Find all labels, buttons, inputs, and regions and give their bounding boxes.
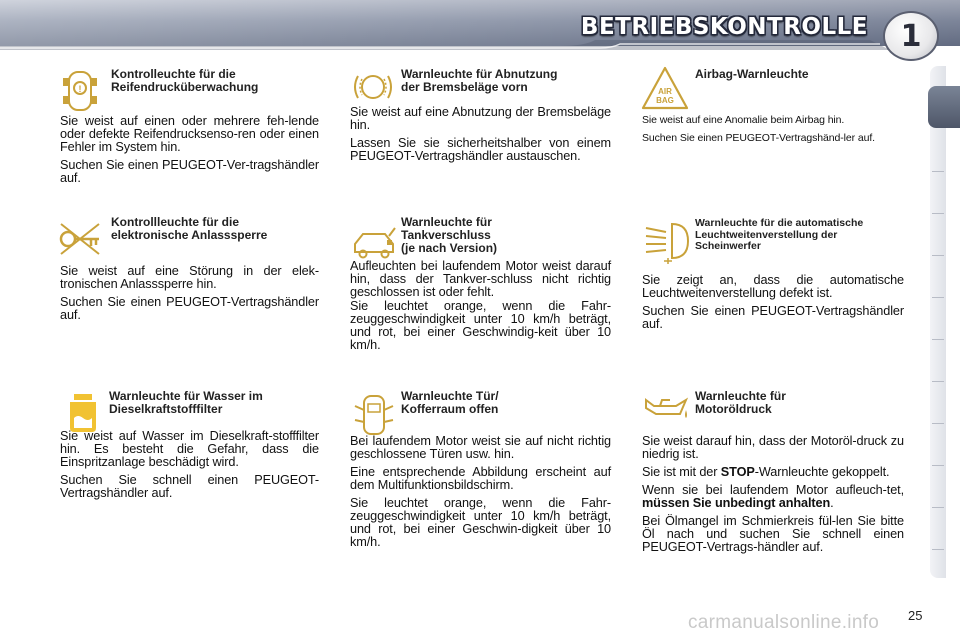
title-line: elektronische Anlasssperre (111, 228, 268, 242)
section-body (60, 430, 319, 505)
title-line: Warnleuchte für (695, 389, 786, 403)
headlamp-levelling-icon (642, 216, 692, 266)
chapter-title: BETRIEBSKONTROLLE (580, 14, 868, 40)
rail-divider (932, 297, 944, 298)
rail-divider (932, 339, 944, 340)
door-open-icon (349, 390, 399, 440)
paragraph: Sie weist auf eine Störung in der elek-tronischen Anlasssperre hin. (60, 264, 319, 291)
paragraph: Sie weist auf eine Abnutzung der Bremsbeläge hin. (350, 105, 611, 132)
section-title (695, 218, 910, 253)
title-line: Motoröldruck (695, 402, 772, 416)
section-title (695, 390, 895, 416)
section-title (401, 68, 621, 94)
title-line: Leuchtweitenverstellung der (695, 228, 838, 241)
title-line: Kofferraum offen (401, 402, 499, 416)
rail-divider (932, 381, 944, 382)
paragraph: Suchen Sie einen PEUGEOT-Vertragshändler auf. (60, 295, 319, 322)
title-line: Warnleuchte für die automatische (695, 217, 864, 229)
paragraph: Sie weist auf Wasser im Dieselkraft-stofffilter hin. Es besteht die Gefahr, dass die Einspritzanlage beschädigt wird. (60, 429, 319, 469)
paragraph: Suchen Sie schnell einen PEUGEOT-Vertragshändler auf. (60, 473, 319, 500)
section-body (350, 106, 611, 168)
title-line: Warnleuchte für Wasser im (109, 389, 263, 403)
section-body (350, 260, 611, 357)
page-number: 25 (908, 608, 923, 623)
section-body (350, 435, 611, 554)
paragraph: Sie leuchtet orange, wenn die Fahr-zeuggeschwindigkeit unter 10 km/h beträgt, und rot, bei einer Geschwindig-keit über 10 km/h. (350, 299, 611, 352)
section-body (60, 115, 319, 190)
rail-divider (932, 549, 944, 550)
paragraph: Aufleuchten bei laufendem Motor weist darauf hin, dass der Tankver-schluss nicht richtig geschlossen ist oder fehlt. (350, 259, 611, 299)
text-run: Wenn sie bei laufendem Motor aufleuch-tet, (642, 483, 904, 497)
section-title (111, 216, 321, 242)
text-run: . (830, 496, 834, 510)
section-body (642, 274, 904, 336)
paragraph: Sie zeigt an, dass die automatische Leuchtweitenverstellung defekt ist. (642, 273, 904, 300)
rail-divider (932, 213, 944, 214)
paragraph: Lassen Sie sie sicherheitshalber von einem PEUGEOT-Vertragshändler austauschen. (350, 136, 611, 163)
chapter-header (0, 0, 960, 55)
rail-divider (932, 465, 944, 466)
section-title (111, 68, 311, 94)
section-body (642, 435, 904, 559)
paragraph (642, 484, 904, 510)
immobiliser-key-icon (55, 214, 105, 264)
title-line: Kontrolleuchte für die (111, 67, 236, 81)
section-body (642, 114, 904, 150)
active-chapter-tab[interactable] (928, 86, 960, 128)
paragraph: Suchen Sie einen PEUGEOT-Vertragshänd-ler auf. (642, 132, 875, 144)
title-line: (je nach Version) (401, 241, 498, 255)
paragraph: Bei laufendem Motor weist sie auf nicht richtig geschlossene Türen usw. hin. (350, 434, 611, 461)
tire-pressure-warning-icon (55, 66, 105, 116)
paragraph: Sie leuchtet orange, wenn die Fahr-zeuggeschwindigkeit unter 10 km/h beträgt, und rot, bei einer Geschwin-digkeit über 10 km/h. (350, 496, 611, 549)
airbag-warning-icon (640, 64, 690, 114)
rail-background (930, 66, 946, 578)
paragraph: Eine entsprechende Abbildung erscheint auf dem Multifunktionsbildschirm. (350, 465, 611, 492)
title-line: Warnleuchte für (401, 215, 492, 229)
title-line: der Bremsbeläge vorn (401, 80, 528, 94)
section-title (109, 390, 319, 416)
paragraph: Sie weist darauf hin, dass der Motoröl-druck zu niedrig ist. (642, 434, 904, 461)
rail-divider (932, 423, 944, 424)
paragraph: Sie weist auf einen oder mehrere feh-lende oder defekte Reifendrucksenso-ren oder einen Fehler im System hin. (60, 114, 319, 154)
text-run: Sie ist mit der (642, 465, 721, 479)
title-line: Reifendrucküberwachung (111, 80, 259, 94)
section-title: Airbag-Warnleuchte (695, 67, 809, 81)
paragraph: Suchen Sie einen PEUGEOT-Vertragshändler auf. (642, 304, 904, 331)
paragraph: Sie weist auf eine Anomalie beim Airbag hin. (642, 114, 845, 126)
title-line: Tankverschluss (401, 228, 491, 242)
title-line: Warnleuchte Tür/ (401, 389, 499, 403)
paragraph (642, 466, 904, 479)
title-line: Kontrollleuchte für die (111, 215, 240, 229)
title-line: Scheinwerfer (695, 240, 761, 252)
airbag-icon-label: BAG (656, 96, 674, 105)
paragraph: Bei Ölmangel im Schmierkreis fül-len Sie bitte Öl nach und suchen Sie schnell einen PEUGEOT-Vertrags-händler auf. (642, 514, 904, 554)
airbag-icon-label: AIR (658, 87, 672, 96)
watermark: carmanualsonline.info (688, 612, 880, 633)
chapter-tab-rail (930, 66, 960, 578)
paragraph: Suchen Sie einen PEUGEOT-Ver-tragshändler auf. (60, 158, 319, 185)
section-body (60, 265, 319, 327)
text-run: -Warnleuchte gekoppelt. (754, 465, 890, 479)
rail-divider (932, 507, 944, 508)
chapter-number-badge: 1 (883, 11, 939, 61)
section-title (401, 216, 611, 255)
svg-text:!: ! (78, 84, 82, 94)
rail-divider (932, 255, 944, 256)
title-line: Dieselkraftstofffilter (109, 402, 223, 416)
stop-warning-label: STOP (720, 465, 755, 479)
rail-divider (932, 171, 944, 172)
oil-pressure-icon (640, 380, 690, 430)
title-line: Warnleuchte für Abnutzung (401, 67, 558, 81)
section-title (401, 390, 601, 416)
emphasis-text: müssen Sie unbedingt anhalten (642, 496, 831, 510)
fuel-cap-icon (349, 214, 399, 264)
